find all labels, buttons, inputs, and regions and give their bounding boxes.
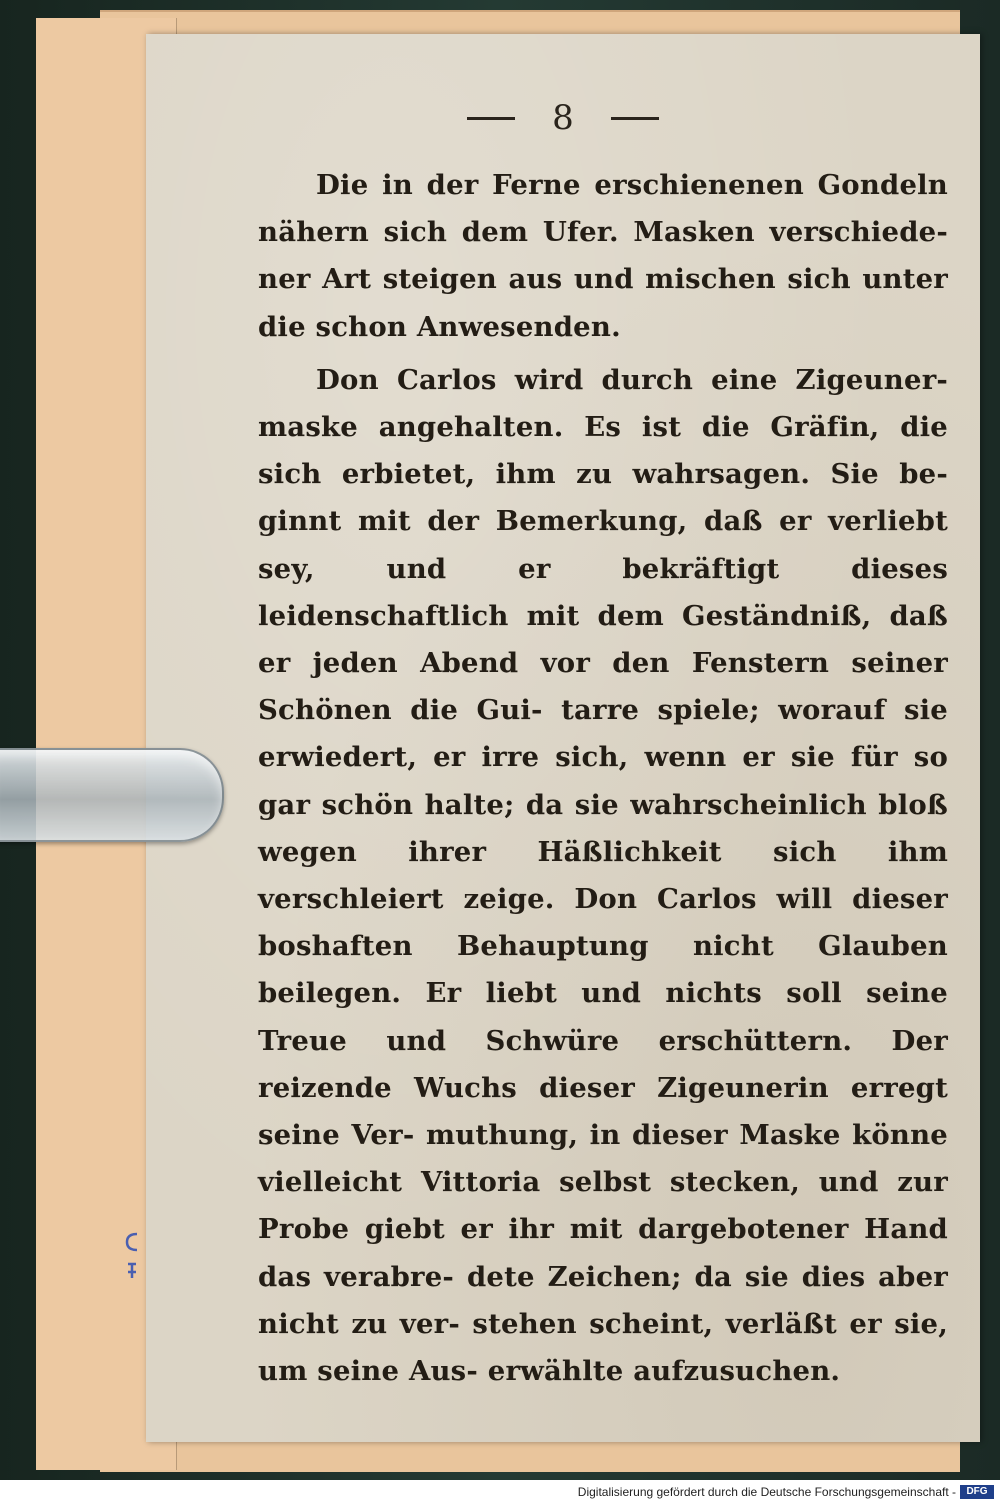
page-header — [146, 96, 980, 138]
margin-annotation-glyphs — [122, 1228, 142, 1284]
footer-credit: Digitalisierung gefördert durch die Deutsche Forschungsgemeinschaft - — [577, 1485, 956, 1499]
page-text — [258, 162, 948, 1395]
margin-annotation — [122, 1228, 142, 1292]
header-ornament-right — [611, 117, 659, 120]
book-page — [146, 34, 980, 1442]
paragraph-1: Die in der Ferne erschienenen Gondeln nähern sich dem Ufer. Masken verschiede- ner Art steigen aus und mischen sich unter die schon Anwesenden. — [258, 169, 948, 343]
paragraph-2: Don Carlos wird durch eine Zigeuner- maske angehalten. Es ist die Gräfin, die sich erbietet, ihm zu wahrsagen. Sie be- ginnt mit der Bemerkung, daß er verliebt sey, und er bekräftigt dieses leidenschaftlich mit dem Geständniß, daß er jeden Abend vor den Fenstern seiner Schönen die Gui- tarre spiele; worauf sie erwiedert, er irre sich, wenn er sie für so gar schön halte; da sie wahrscheinlich bloß wegen ihrer Häßlichkeit sich ihm verschleiert zeige. Don Carlos will dieser boshaften Behauptung nicht Glauben beilegen. Er liebt und nichts soll seine Treue und Schwüre erschüttern. Der reizende Wuchs dieser Zigeunerin erregt seine Ver- muthung, in dieser Maske könne vielleicht Vittoria selbst stecken, und zur Probe giebt er ihr mit dargebotener Hand das verabre- dete Zeichen; da sie dies aber nicht zu ver- stehen scheint, verläßt er sie, um seine Aus- erwählte aufzusuchen. — [258, 363, 948, 1388]
header-ornament-left — [467, 117, 515, 120]
footer-bar — [0, 1480, 1000, 1505]
dfg-logo: DFG — [960, 1485, 994, 1499]
glass-page-weight — [0, 748, 224, 842]
page-number: 8 — [552, 98, 574, 138]
